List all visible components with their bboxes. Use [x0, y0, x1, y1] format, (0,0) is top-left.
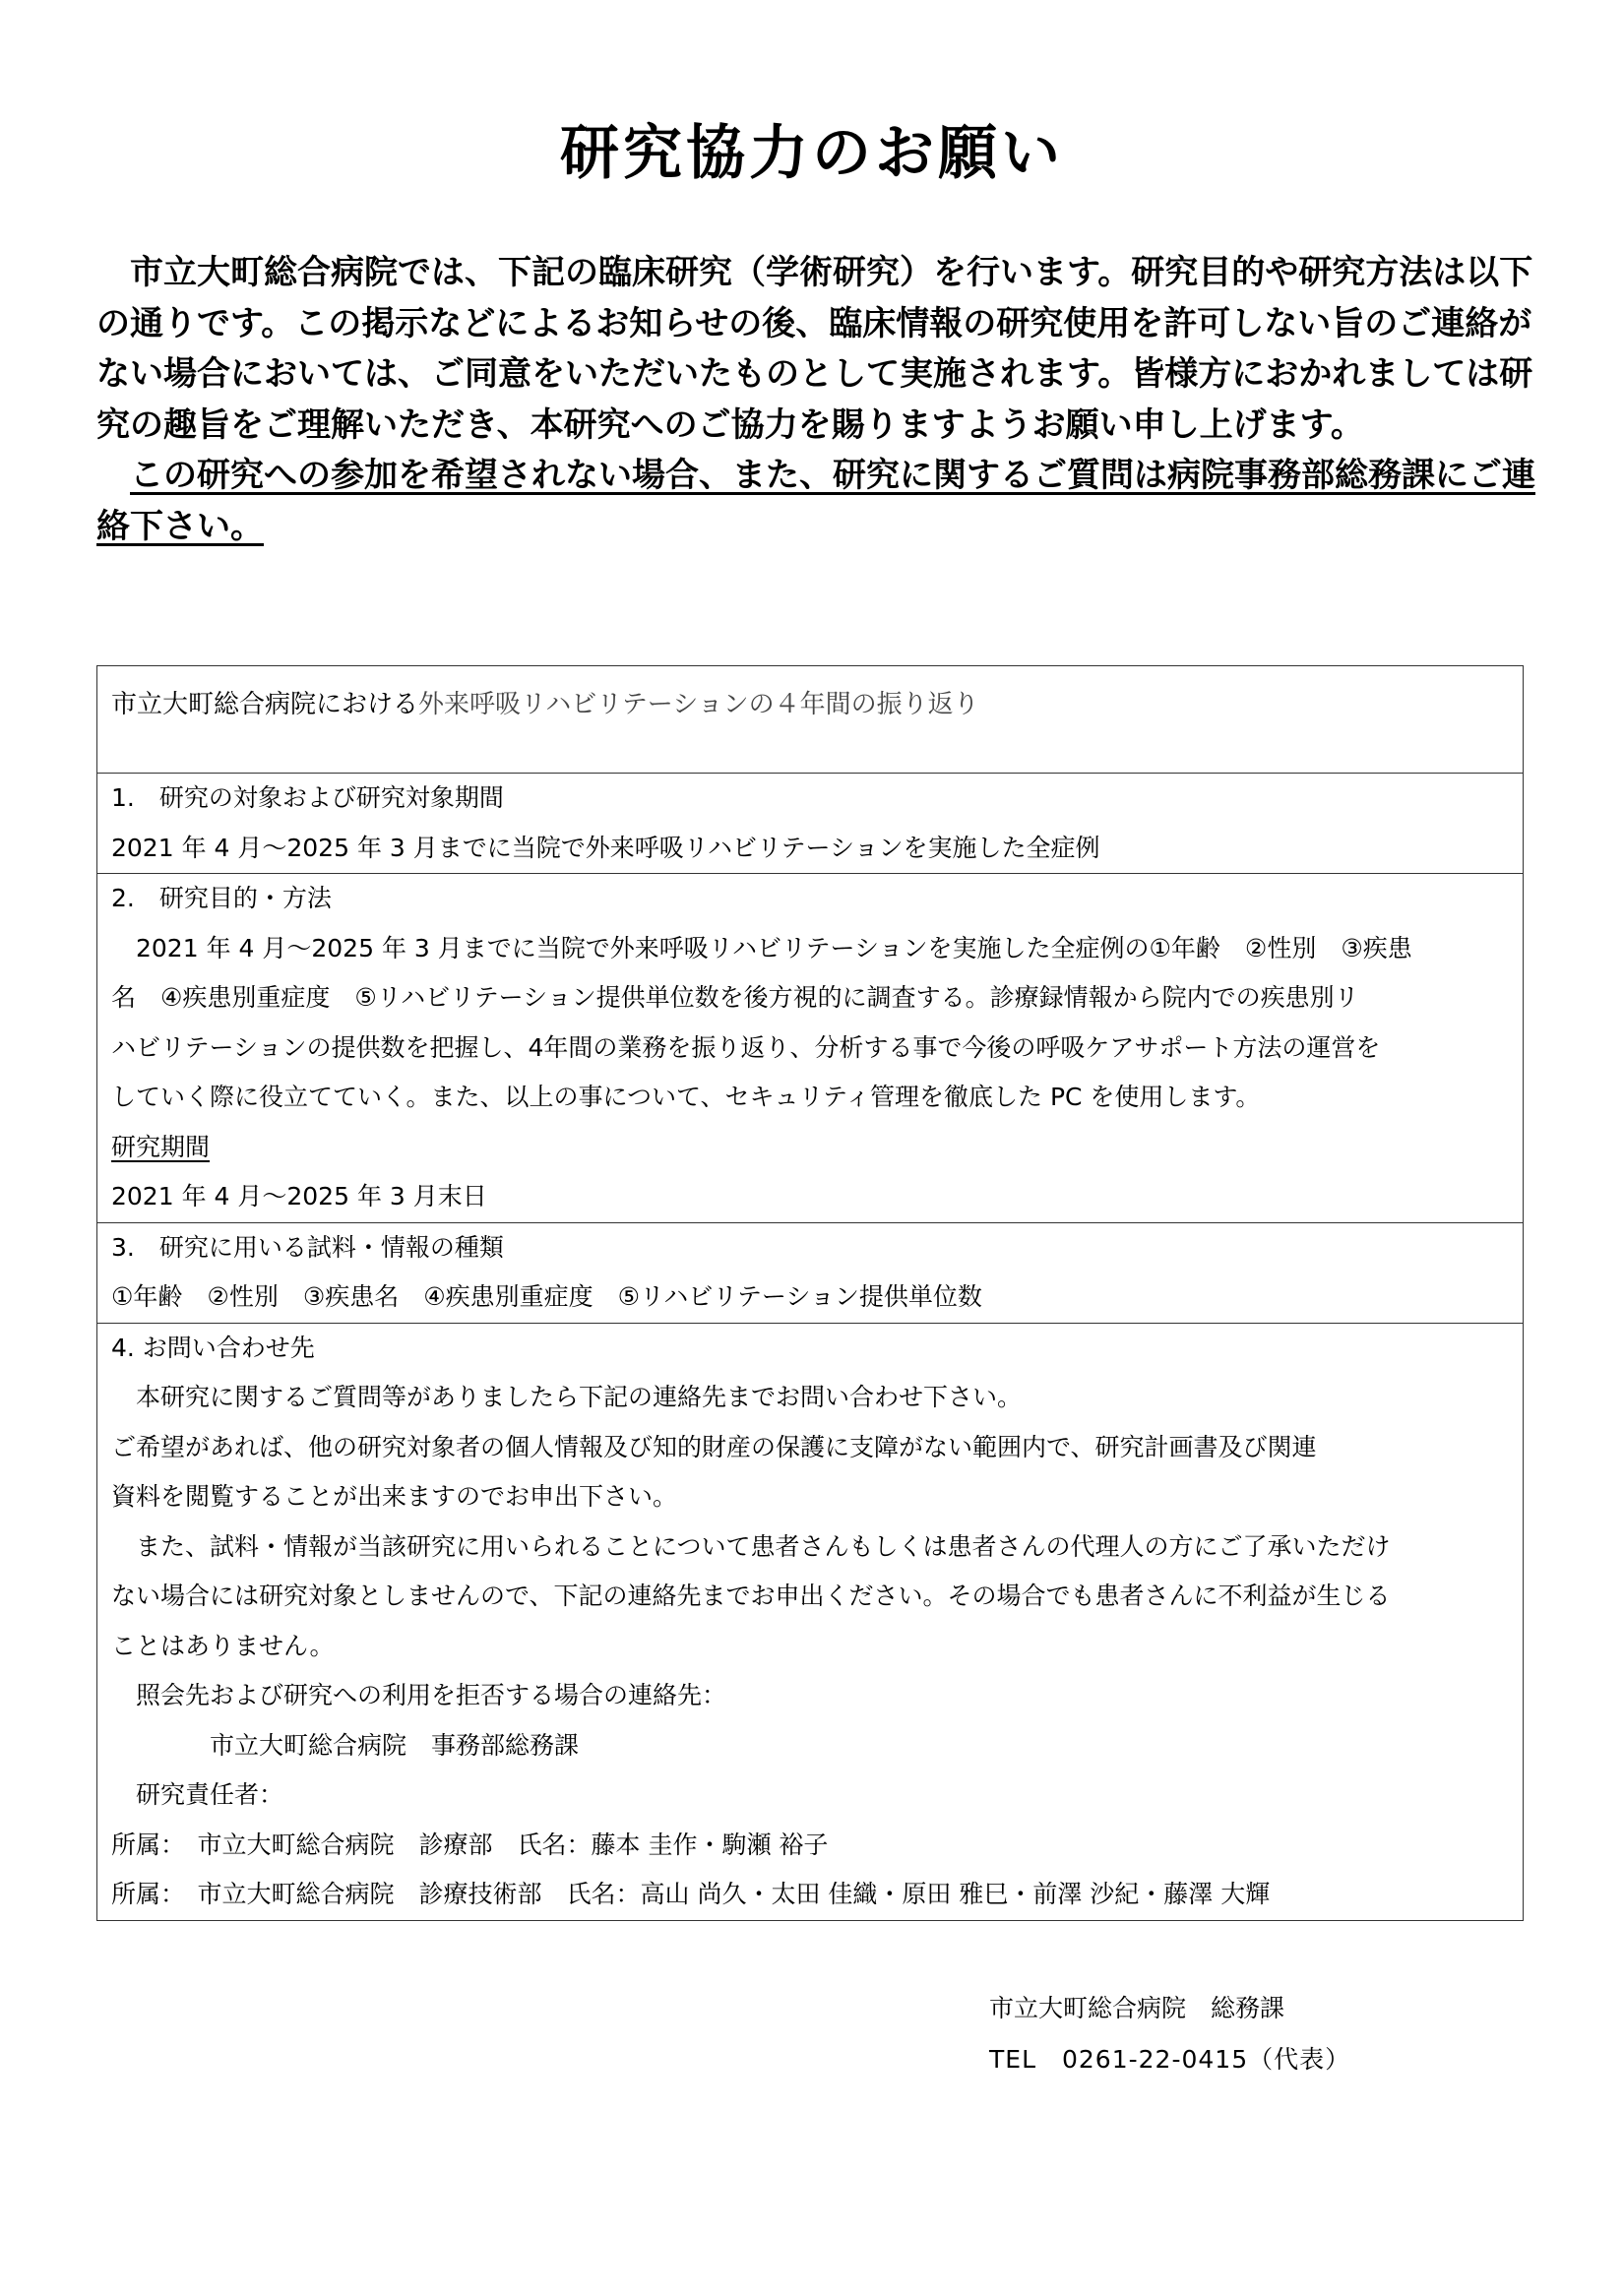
intro-text — [96, 248, 1543, 552]
section-purpose-method — [97, 874, 1523, 1223]
intro-paragraph: 市立大町総合病院では、下記の臨床研究（学術研究）を行います。研究目的や研究方法は以下の通りです。この掲示などによるお知らせの後、臨床情報の研究使用を許可しない旨のご連絡がない場合においては、ご同意をいただいたものとして実施されます。皆様方におかれましては研究の趣旨をご理解いただき、本研究へのご協力を賜りますようお願い申し上げます。 — [96, 253, 1533, 445]
opt-out-notice: この研究への参加を希望されない場合、また、研究に関するご質問は病院事務部総務課にご連絡下さい。 — [96, 456, 1535, 546]
section-body-line: ハビリテーションの提供数を把握し、4年間の業務を振り返り、分析する事で今後の呼吸ケアサポート方法の運営を — [111, 1032, 1381, 1062]
responsible-label: 研究責任者： — [136, 1780, 284, 1809]
section-body-line: ご希望があれば、他の研究対象者の個人情報及び知的財産の保護に支障がない範囲内で、研究計画書及び関連 — [111, 1432, 1317, 1461]
affiliation-prefix: 所属： 市立大町総合病院 診療技術部 氏名： — [111, 1880, 641, 1908]
section-heading: 2. 研究目的・方法 — [111, 884, 332, 912]
section-body: ①年齢 ②性別 ③疾患名 ④疾患別重症度 ⑤リハビリテーション提供単位数 — [111, 1282, 982, 1311]
study-period-label: 研究期間 — [111, 1132, 211, 1161]
section-body-line: 本研究に関するご質問等がありましたら下記の連絡先までお問い合わせ下さい。 — [136, 1383, 1023, 1411]
section-body-line: ない場合には研究対象としませんので、下記の連絡先までお申出ください。その場合でも患者さんに不利益が生じる — [111, 1582, 1391, 1610]
section-heading: 1. 研究の対象および研究対象期間 — [111, 783, 504, 812]
study-title-row — [97, 666, 1523, 774]
footer-department: 市立大町総合病院 総務課 — [989, 1994, 1285, 2022]
section-body-line: していく際に役立てていく。また、以上の事について、セキュリティ管理を徹底した PC を使用します。 — [111, 1083, 1261, 1111]
study-info-table — [96, 665, 1524, 1921]
contact-value: 市立大町総合病院 事務部総務課 — [210, 1730, 580, 1760]
section-body-line: 2021 年 4 月～2025 年 3 月までに当院で外来呼吸リハビリテーションを実施した全症例の①年齢 ②性別 ③疾患 — [136, 933, 1412, 962]
section-contact — [97, 1324, 1523, 1920]
section-data-types — [97, 1223, 1523, 1324]
footer-tel: TEL 0261-22-0415（代表） — [989, 2045, 1351, 2074]
footer-contact — [989, 1983, 1350, 2085]
section-body-line: 名 ④疾患別重症度 ⑤リハビリテーション提供単位数を後方視的に調査する。診療録情報から院内での疾患別リ — [111, 983, 1359, 1012]
affiliation-line: 所属： 市立大町総合病院 診療部 氏名：藤本 圭作・駒瀬 裕子 — [111, 1830, 829, 1859]
section-body-line: また、試料・情報が当該研究に用いられることについて患者さんもしくは患者さんの代理人の方にご了承いただけ — [136, 1531, 1391, 1561]
affiliation-line — [111, 1870, 1509, 1920]
contact-label: 照会先および研究への利用を拒否する場合の連絡先： — [136, 1681, 727, 1709]
section-heading: 4. お問い合わせ先 — [111, 1333, 315, 1362]
section-body-line: 資料を閲覧することが出来ますのでお申出下さい。 — [111, 1482, 678, 1511]
page-title: 研究協力のお願い — [560, 119, 1064, 188]
section-heading: 3. 研究に用いる試料・情報の種類 — [111, 1232, 504, 1262]
section-body-line: ことはありません。 — [111, 1631, 335, 1660]
study-title: 外来呼吸リハビリテーションの４年間の振り返り — [418, 690, 979, 719]
section-body: 2021 年 4 月～2025 年 3 月までに当院で外来呼吸リハビリテーションを実施した全症例 — [111, 833, 1100, 862]
affiliation-names: 高山 尚久・太田 佳織・原田 雅巳・前澤 沙紀・藤澤 大輝 — [640, 1880, 1271, 1908]
study-period-value: 2021 年 4 月～2025 年 3 月末日 — [111, 1182, 487, 1210]
study-title-prefix: 市立大町総合病院における — [111, 690, 419, 719]
section-target-period — [97, 774, 1523, 874]
